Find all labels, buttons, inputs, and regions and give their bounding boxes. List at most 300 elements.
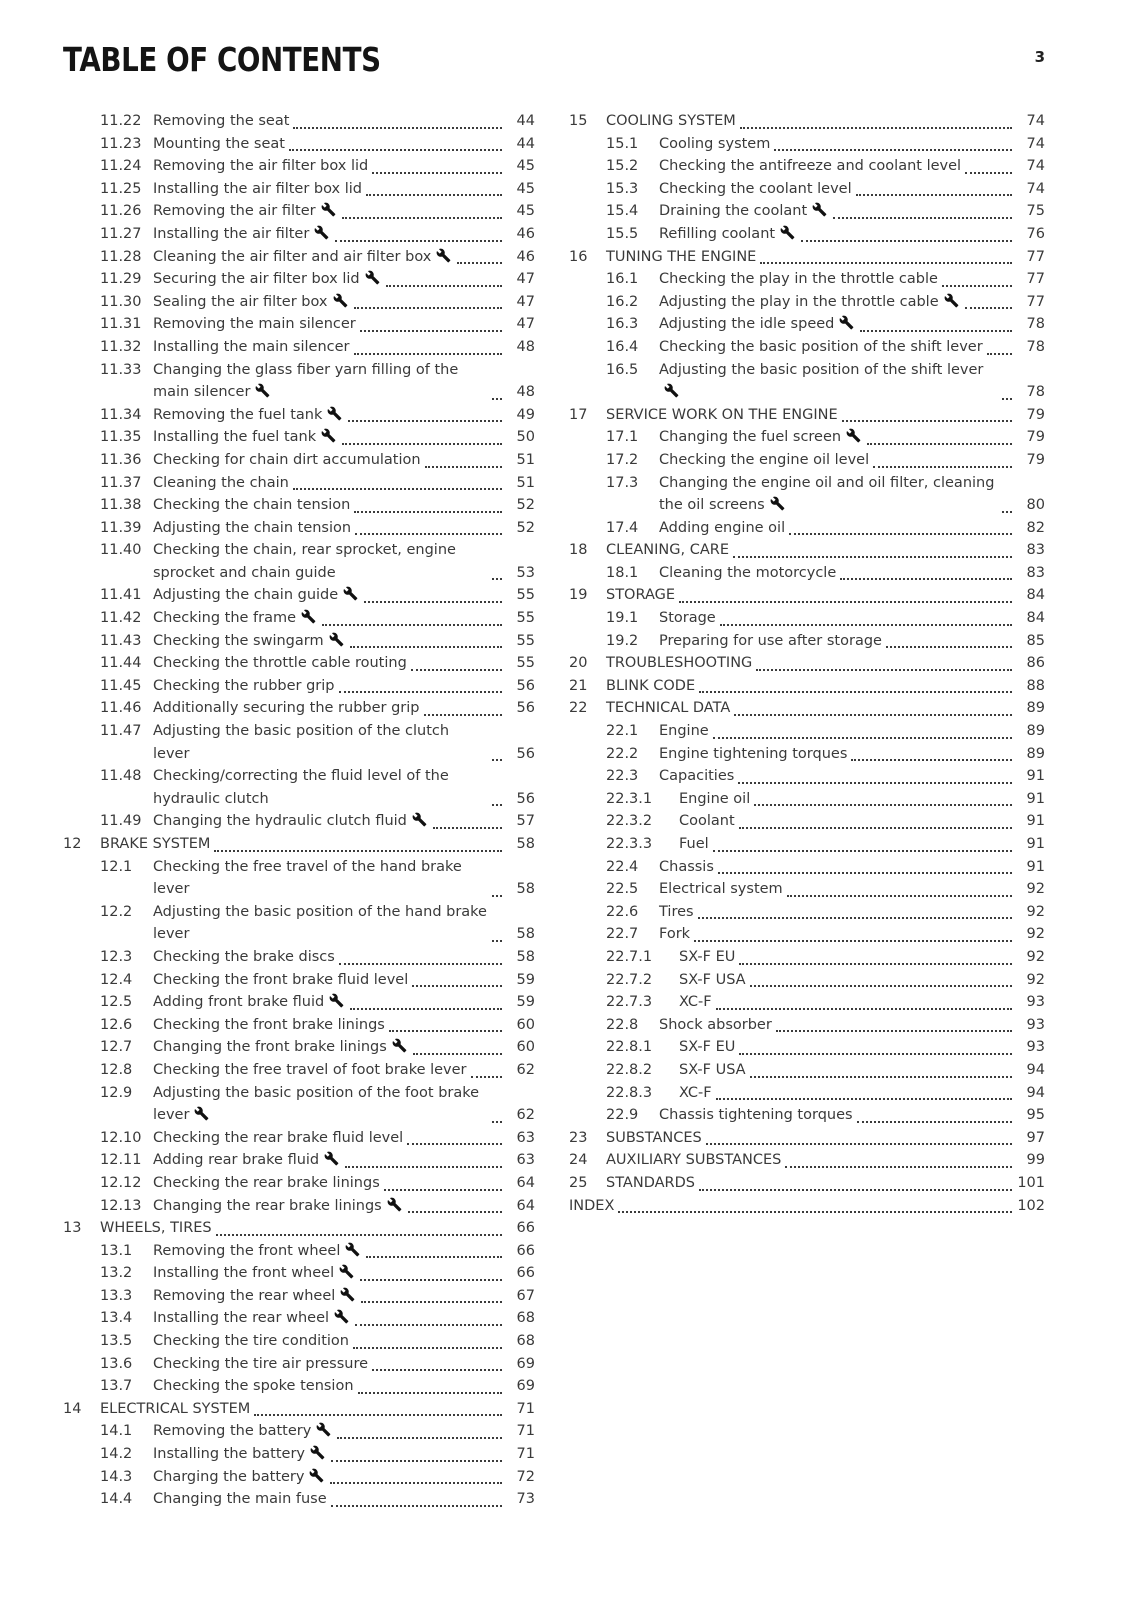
entry-page-number: 93 — [1026, 1016, 1045, 1033]
entry-title: Removing the front wheel — [153, 1240, 362, 1263]
entry-page-number: 73 — [516, 1491, 535, 1508]
entry-number: 11.46 — [100, 700, 142, 717]
entry-title: Adjusting the basic position of the foot brake lever — [153, 1084, 480, 1124]
toc-entry — [63, 404, 535, 427]
entry-page-number: 44 — [516, 135, 535, 152]
wrench-icon — [334, 1309, 349, 1324]
entry-number: 24 — [569, 1152, 588, 1169]
toc-entry — [63, 178, 535, 201]
toc-entry — [569, 200, 1045, 223]
entry-number: 11.39 — [100, 519, 142, 536]
entry-title: SERVICE WORK ON THE ENGINE — [606, 406, 838, 423]
entry-page-number: 77 — [1026, 293, 1045, 310]
entry-number: 11.24 — [100, 158, 142, 175]
entry-title: Checking the coolant level — [659, 180, 852, 197]
entry-page-number: 92 — [1026, 971, 1045, 988]
entry-title: ELECTRICAL SYSTEM — [100, 1400, 251, 1417]
entry-title: Checking the free travel of the hand brake lever — [153, 858, 462, 898]
toc-entry — [569, 946, 1045, 969]
dot-leader — [492, 759, 502, 761]
entry-number: 14.1 — [100, 1423, 133, 1440]
dot-leader — [740, 127, 1012, 129]
toc-entry — [63, 675, 535, 698]
entry-title: Checking the throttle cable routing — [153, 655, 407, 672]
entry-title: BRAKE SYSTEM — [100, 836, 211, 852]
entry-number: 11.44 — [100, 655, 142, 672]
entry-page-number: 46 — [516, 225, 535, 242]
toc-entry — [569, 313, 1045, 336]
dot-leader — [785, 1166, 1012, 1168]
entry-page-number: 62 — [516, 1061, 535, 1078]
entry-number: 14 — [63, 1400, 82, 1417]
dot-leader — [342, 217, 502, 219]
entry-page-number: 72 — [516, 1468, 535, 1485]
entry-title: Removing the fuel tank — [153, 404, 344, 427]
entry-title: Checking the rubber grip — [153, 677, 335, 694]
entry-title: Engine tightening torques — [659, 745, 848, 762]
entry-title: XC-F — [679, 1084, 712, 1101]
entry-title: Draining the coolant — [659, 200, 829, 223]
dot-leader — [734, 714, 1012, 716]
entry-title: Installing the rear wheel — [153, 1307, 351, 1330]
dot-leader — [756, 669, 1012, 671]
entry-title: Checking the front brake fluid level — [153, 971, 409, 988]
entry-page-number: 68 — [516, 1310, 535, 1327]
toc-entry — [569, 833, 1045, 856]
entry-number: 22.7.2 — [606, 971, 653, 988]
entry-page-number: 92 — [1026, 903, 1045, 920]
entry-number: 12.3 — [100, 948, 133, 965]
toc-entry — [569, 223, 1045, 246]
entry-title: Adjusting the play in the throttle cable — [659, 291, 961, 314]
toc-entry — [63, 1240, 535, 1263]
entry-number: 19.1 — [606, 610, 639, 627]
entry-page-number: 84 — [1026, 587, 1045, 604]
entry-title: Chassis — [659, 858, 714, 875]
entry-number: 11.37 — [100, 474, 142, 491]
wrench-icon — [944, 293, 959, 308]
dot-leader — [733, 556, 1012, 558]
entry-number: 11.35 — [100, 429, 142, 446]
entry-title: Engine — [659, 723, 709, 740]
entry-number: 11.36 — [100, 451, 142, 468]
dot-leader — [424, 714, 503, 716]
entry-number: 22.3.2 — [606, 813, 653, 830]
toc-right-column — [569, 110, 1045, 1511]
toc-chapter-entry — [63, 1217, 535, 1240]
entry-title: Coolant — [679, 813, 735, 830]
entry-page-number: 58 — [516, 948, 535, 965]
entry-number: 22.3.3 — [606, 836, 653, 852]
entry-page-number: 83 — [1026, 542, 1045, 559]
wrench-icon — [310, 1445, 325, 1460]
entry-title: WHEELS, TIRES — [100, 1220, 212, 1237]
entry-number: 13.5 — [100, 1333, 133, 1350]
entry-title: TECHNICAL DATA — [606, 700, 731, 717]
entry-number: 11.45 — [100, 677, 142, 694]
dot-leader — [339, 963, 502, 965]
entry-title: Checking the chain tension — [153, 497, 351, 514]
toc-chapter-entry — [569, 539, 1045, 562]
entry-number: 12.4 — [100, 971, 133, 988]
entry-page-number: 74 — [1026, 180, 1045, 197]
page-title: TABLE OF CONTENTS — [63, 40, 381, 79]
entry-title: AUXILIARY SUBSTANCES — [606, 1152, 782, 1169]
wrench-icon — [392, 1038, 407, 1053]
wrench-icon — [321, 428, 336, 443]
dot-leader — [389, 1030, 502, 1032]
entry-title: Checking the play in the throttle cable — [659, 271, 938, 288]
entry-title: Tires — [659, 903, 694, 920]
toc-entry — [569, 336, 1045, 359]
wrench-icon — [327, 406, 342, 421]
entry-page-number: 74 — [1026, 135, 1045, 152]
toc-entry — [569, 359, 1045, 404]
entry-page-number: 71 — [516, 1400, 535, 1417]
toc-entry — [569, 810, 1045, 833]
entry-title: Checking the chain, rear sprocket, engine sprocket and chain guide — [153, 542, 456, 581]
toc-entry — [63, 449, 535, 472]
entry-page-number: 55 — [516, 632, 535, 649]
toc-entry — [569, 155, 1045, 178]
dot-leader — [413, 1053, 502, 1055]
entry-page-number: 86 — [1026, 655, 1045, 672]
toc-entry — [63, 652, 535, 675]
dot-leader — [492, 895, 502, 897]
entry-number: 15 — [569, 113, 588, 129]
entry-title: Fork — [659, 926, 691, 943]
dot-leader — [366, 1256, 502, 1258]
entry-title: Checking the tire condition — [153, 1333, 349, 1350]
wrench-icon — [301, 609, 316, 624]
entry-page-number: 91 — [1026, 790, 1045, 807]
entry-number: 11.23 — [100, 135, 142, 152]
dot-leader — [698, 917, 1012, 919]
wrench-icon — [324, 1151, 339, 1166]
dot-leader — [345, 1166, 502, 1168]
toc-chapter-entry — [63, 1398, 535, 1421]
entry-page-number: 78 — [1026, 338, 1045, 355]
entry-page-number: 75 — [1026, 203, 1045, 220]
dot-leader — [342, 443, 502, 445]
wrench-icon — [343, 586, 358, 601]
dot-leader — [739, 827, 1012, 829]
entry-page-number: 84 — [1026, 610, 1045, 627]
entry-page-number: 92 — [1026, 926, 1045, 943]
entry-number: 22.2 — [606, 745, 639, 762]
toc-entry — [63, 856, 535, 901]
entry-page-number: 94 — [1026, 1084, 1045, 1101]
dot-leader — [289, 149, 502, 151]
toc-entry — [569, 472, 1045, 517]
entry-page-number: 44 — [516, 113, 535, 129]
dot-leader — [787, 895, 1012, 897]
dot-leader — [425, 466, 502, 468]
dot-leader — [618, 1211, 1012, 1213]
entry-number: 11.32 — [100, 338, 142, 355]
entry-page-number: 63 — [516, 1129, 535, 1146]
dot-leader — [750, 985, 1012, 987]
entry-title: Checking the front brake linings — [153, 1016, 385, 1033]
dot-leader — [348, 420, 502, 422]
dot-leader — [694, 940, 1012, 942]
entry-title: Adjusting the basic position of the clutch lever — [153, 723, 450, 762]
entry-number: 15.1 — [606, 135, 639, 152]
entry-number: 12.6 — [100, 1016, 133, 1033]
entry-title: Checking/correcting the fluid level of the hydraulic clutch — [153, 768, 449, 807]
entry-title: Changing the main fuse — [153, 1491, 327, 1508]
entry-page-number: 93 — [1026, 1039, 1045, 1056]
toc-entry — [569, 765, 1045, 788]
entry-number: 14.3 — [100, 1468, 133, 1485]
entry-number: 20 — [569, 655, 588, 672]
entry-number: 11.47 — [100, 723, 142, 740]
entry-number: 11.26 — [100, 203, 142, 220]
entry-title: XC-F — [679, 994, 712, 1011]
wrench-icon — [839, 315, 854, 330]
entry-page-number: 78 — [1026, 316, 1045, 333]
entry-page-number: 89 — [1026, 745, 1045, 762]
toc-entry — [63, 1262, 535, 1285]
entry-page-number: 46 — [516, 248, 535, 265]
dot-leader — [760, 262, 1012, 264]
toc-entry — [63, 720, 535, 765]
toc-entry — [63, 1443, 535, 1466]
toc-chapter-entry — [569, 675, 1045, 698]
entry-page-number: 99 — [1026, 1152, 1045, 1169]
entry-title: Installing the main silencer — [153, 338, 350, 355]
entry-page-number: 91 — [1026, 813, 1045, 830]
toc-entry — [569, 291, 1045, 314]
entry-page-number: 69 — [516, 1355, 535, 1372]
toc-entry — [569, 991, 1045, 1014]
entry-number: 19 — [569, 587, 588, 604]
entry-page-number: 92 — [1026, 948, 1045, 965]
dot-leader — [360, 330, 502, 332]
dot-leader — [1002, 398, 1012, 400]
dot-leader — [293, 127, 502, 129]
entry-number: 12.8 — [100, 1061, 133, 1078]
dot-leader — [716, 1098, 1012, 1100]
entry-number: 16.1 — [606, 271, 639, 288]
entry-page-number: 66 — [516, 1265, 535, 1282]
dot-leader — [355, 533, 502, 535]
dot-leader — [358, 1392, 502, 1394]
toc-entry — [569, 178, 1045, 201]
toc-chapter-entry — [569, 404, 1045, 427]
toc-entry — [569, 720, 1045, 743]
toc-entry — [569, 562, 1045, 585]
entry-page-number: 57 — [516, 813, 535, 830]
entry-title: INDEX — [569, 1197, 615, 1214]
entry-page-number: 53 — [516, 564, 535, 581]
toc-entry — [63, 246, 535, 269]
entry-title: CLEANING, CARE — [606, 542, 729, 559]
entry-title: Mounting the seat — [153, 135, 285, 152]
entry-page-number: 55 — [516, 587, 535, 604]
entry-number: 22.9 — [606, 1107, 639, 1124]
dot-leader — [350, 646, 502, 648]
toc-entry — [63, 1285, 535, 1308]
wrench-icon — [309, 1468, 324, 1483]
toc-chapter-entry — [569, 110, 1045, 133]
entry-number: 11.22 — [100, 113, 142, 129]
entry-number: 18.1 — [606, 564, 639, 581]
entry-number: 15.5 — [606, 225, 639, 242]
entry-page-number: 71 — [516, 1423, 535, 1440]
entry-title: Adding front brake fluid — [153, 991, 346, 1014]
toc-chapter-entry — [569, 697, 1045, 720]
toc-entry — [63, 223, 535, 246]
dot-leader — [789, 533, 1012, 535]
entry-page-number: 51 — [516, 451, 535, 468]
dot-leader — [364, 601, 502, 603]
entry-number: 11.43 — [100, 632, 142, 649]
entry-page-number: 66 — [516, 1242, 535, 1259]
toc-entry — [63, 110, 535, 133]
toc-entry — [569, 1014, 1045, 1037]
entry-title: Cleaning the chain — [153, 474, 289, 491]
entry-page-number: 83 — [1026, 564, 1045, 581]
entry-number: 11.41 — [100, 587, 142, 604]
entry-number: 11.30 — [100, 293, 142, 310]
entry-page-number: 64 — [516, 1197, 535, 1214]
entry-number: 21 — [569, 677, 588, 694]
entry-title: SX-F USA — [679, 971, 746, 988]
entry-number: 13.2 — [100, 1265, 133, 1282]
dot-leader — [433, 827, 502, 829]
toc-entry — [63, 268, 535, 291]
entry-page-number: 77 — [1026, 271, 1045, 288]
entry-page-number: 97 — [1026, 1129, 1045, 1146]
entry-title: Cleaning the motorcycle — [659, 564, 837, 581]
entry-number: 22.8 — [606, 1016, 639, 1033]
entry-number: 13.3 — [100, 1287, 133, 1304]
wrench-icon — [436, 248, 451, 263]
toc-entry — [63, 765, 535, 810]
dot-leader — [713, 850, 1012, 852]
dot-leader — [699, 691, 1012, 693]
entry-page-number: 74 — [1026, 158, 1045, 175]
entry-page-number: 82 — [1026, 519, 1045, 536]
entry-page-number: 66 — [516, 1220, 535, 1237]
entry-number: 23 — [569, 1129, 588, 1146]
toc-entry — [63, 1036, 535, 1059]
toc-entry — [63, 946, 535, 969]
dot-leader — [492, 578, 502, 580]
entry-page-number: 67 — [516, 1287, 535, 1304]
dot-leader — [776, 1030, 1012, 1032]
dot-leader — [867, 443, 1012, 445]
toc-entry — [63, 901, 535, 946]
dot-leader — [706, 1143, 1012, 1145]
entry-page-number: 47 — [516, 316, 535, 333]
toc-entry — [63, 1195, 535, 1218]
dot-leader — [322, 624, 502, 626]
dot-leader — [407, 1143, 502, 1145]
toc-entry — [569, 1059, 1045, 1082]
dot-leader — [754, 804, 1012, 806]
entry-number: 17.3 — [606, 474, 639, 491]
toc-entry — [63, 200, 535, 223]
entry-page-number: 95 — [1026, 1107, 1045, 1124]
entry-title: Changing the front brake linings — [153, 1036, 409, 1059]
entry-title: Fuel — [679, 836, 709, 852]
entry-title: Checking the rear brake fluid level — [153, 1129, 404, 1146]
toc-entry — [569, 1195, 1045, 1218]
toc-entry — [569, 607, 1045, 630]
entry-number: 17.1 — [606, 429, 639, 446]
toc-chapter-entry — [569, 1127, 1045, 1150]
entry-number: 17.2 — [606, 451, 639, 468]
entry-page-number: 50 — [516, 429, 535, 446]
dot-leader — [857, 1121, 1012, 1123]
dot-leader — [337, 1437, 502, 1439]
wrench-icon — [194, 1106, 209, 1121]
entry-page-number: 79 — [1026, 406, 1045, 423]
toc-entry — [63, 1330, 535, 1353]
dot-leader — [216, 1234, 502, 1236]
entry-title: Installing the air filter — [153, 223, 331, 246]
entry-title: Adding engine oil — [659, 519, 786, 536]
toc-chapter-entry — [569, 1172, 1045, 1195]
toc-chapter-entry — [569, 1149, 1045, 1172]
entry-page-number: 58 — [516, 881, 535, 898]
toc-entry — [63, 991, 535, 1014]
dot-leader — [492, 804, 502, 806]
entry-number: 15.2 — [606, 158, 639, 175]
entry-number: 11.33 — [100, 361, 142, 378]
entry-title: Installing the battery — [153, 1443, 327, 1466]
entry-page-number: 56 — [516, 677, 535, 694]
entry-page-number: 52 — [516, 497, 535, 514]
dot-leader — [739, 963, 1012, 965]
toc-entry — [63, 1420, 535, 1443]
toc-entry — [569, 923, 1045, 946]
entry-title: Electrical system — [659, 881, 783, 898]
entry-title: Checking the tire air pressure — [153, 1355, 369, 1372]
dot-leader — [942, 285, 1012, 287]
entry-page-number: 55 — [516, 610, 535, 627]
dot-leader — [408, 1211, 502, 1213]
entry-page-number: 45 — [516, 180, 535, 197]
entry-page-number: 56 — [516, 745, 535, 762]
entry-page-number: 49 — [516, 406, 535, 423]
dot-leader — [987, 353, 1012, 355]
entry-title: Checking the free travel of foot brake lever — [153, 1061, 467, 1078]
entry-number: 22.8.1 — [606, 1039, 653, 1056]
wrench-icon — [365, 270, 380, 285]
entry-title: Changing the hydraulic clutch fluid — [153, 810, 429, 833]
entry-number: 15.3 — [606, 180, 639, 197]
toc-entry — [63, 336, 535, 359]
entry-title: Securing the air filter box lid — [153, 268, 382, 291]
wrench-icon — [321, 202, 336, 217]
toc-entry — [63, 1127, 535, 1150]
toc-chapter-entry — [569, 652, 1045, 675]
toc-chapter-entry — [569, 584, 1045, 607]
entry-page-number: 78 — [1026, 384, 1045, 401]
entry-title: Checking the spoke tension — [153, 1378, 354, 1395]
page-header — [63, 40, 1045, 84]
toc-entry — [63, 1353, 535, 1376]
wrench-icon — [412, 812, 427, 827]
toc-entry — [569, 856, 1045, 879]
dot-leader — [366, 194, 502, 196]
dot-leader — [679, 601, 1012, 603]
entry-page-number: 47 — [516, 271, 535, 288]
entry-page-number: 77 — [1026, 248, 1045, 265]
